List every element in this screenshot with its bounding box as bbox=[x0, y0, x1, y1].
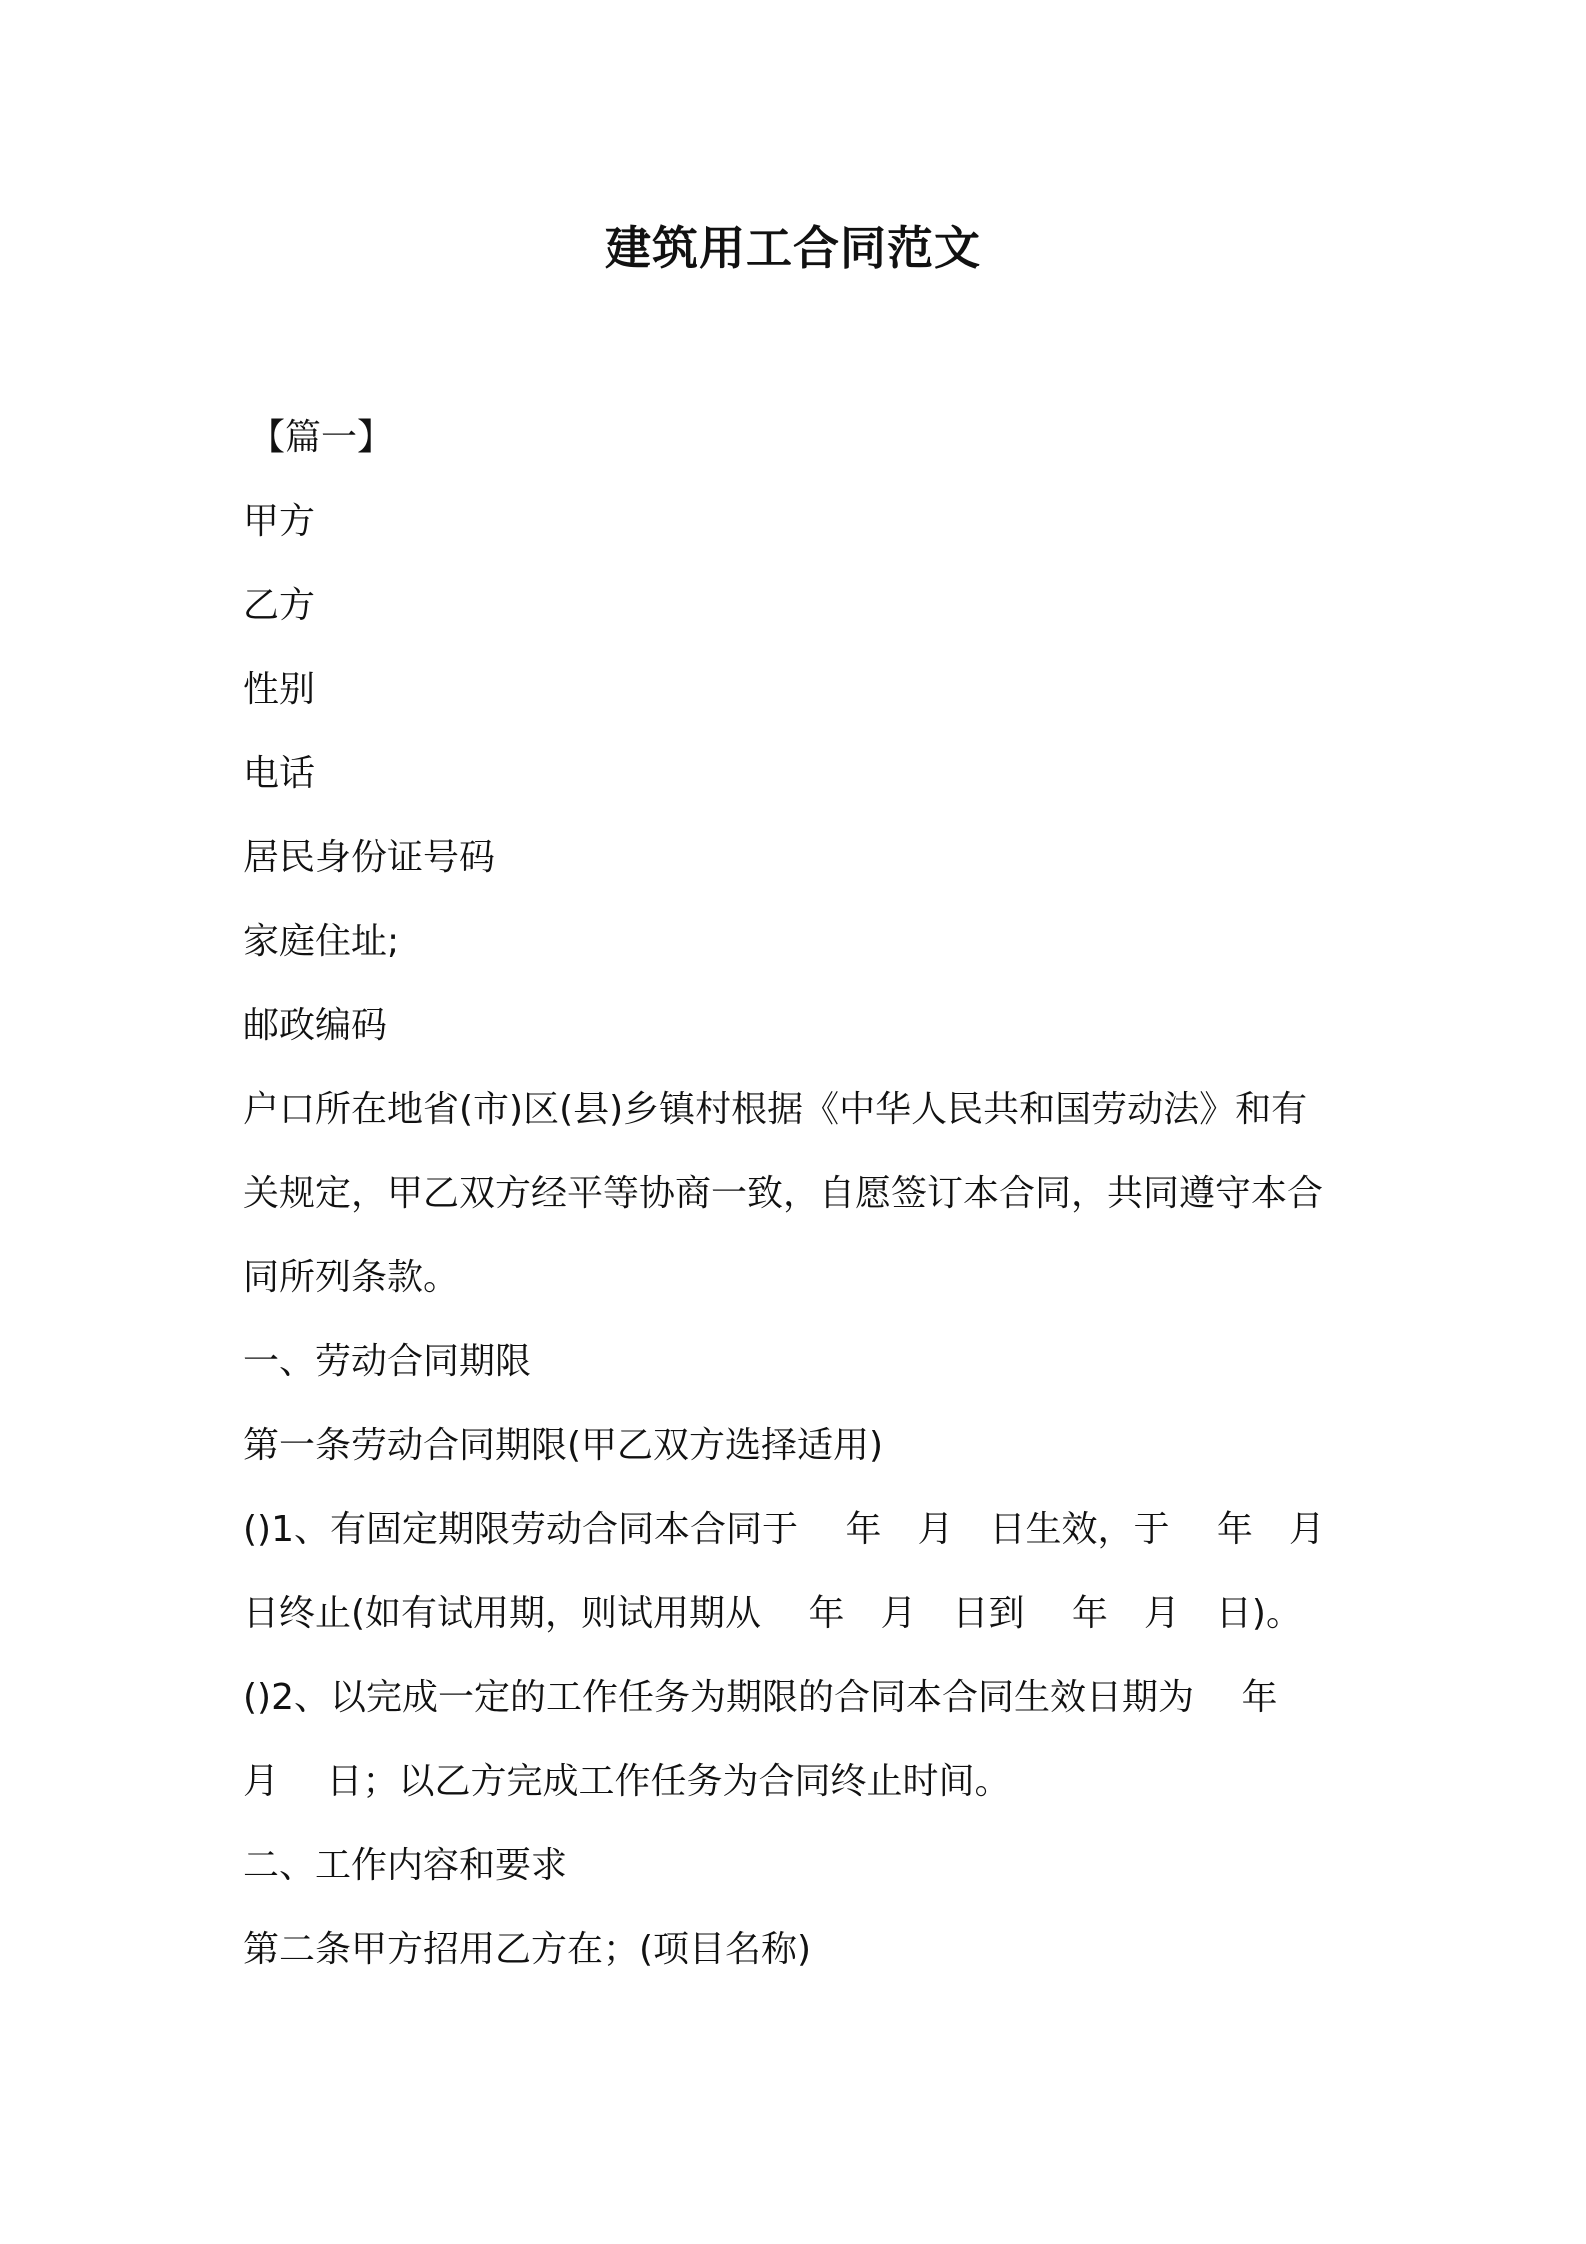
text-line: 甲方 bbox=[243, 501, 316, 542]
text-line: 居民身份证号码 bbox=[243, 837, 496, 878]
text-line: 关规定，甲乙双方经平等协商一致，自愿签订本合同，共同遵守本合 bbox=[243, 1173, 1324, 1214]
text-line: 第二条甲方招用乙方在；(项目名称) bbox=[243, 1929, 812, 1970]
text-line: 邮政编码 bbox=[243, 1005, 388, 1046]
text-line: ()1、有固定期限劳动合同本合同于 年 月 日生效，于 年 月 bbox=[243, 1509, 1325, 1550]
text-line: ()2、以完成一定的工作任务为期限的合同本合同生效日期为 年 bbox=[243, 1677, 1278, 1718]
text-line: 日终止(如有试用期，则试用期从 年 月 日到 年 月 日)。 bbox=[243, 1593, 1302, 1634]
text-line: 户口所在地省(市)区(县)乡镇村根据《中华人民共和国劳动法》和有 bbox=[243, 1089, 1308, 1130]
text-line: 电话 bbox=[243, 753, 316, 794]
text-line: 第一条劳动合同期限(甲乙双方选择适用) bbox=[243, 1425, 884, 1466]
text-line: 性别 bbox=[243, 669, 316, 710]
text-line: 月 日；以乙方完成工作任务为合同终止时间。 bbox=[243, 1761, 1011, 1802]
text-line: 乙方 bbox=[243, 585, 316, 626]
section-heading: 二、工作内容和要求 bbox=[243, 1845, 568, 1886]
text-line: 家庭住址; bbox=[243, 921, 400, 962]
section-label: 【篇一】 bbox=[249, 417, 394, 458]
section-heading: 一、劳动合同期限 bbox=[243, 1341, 532, 1382]
text-line: 同所列条款。 bbox=[243, 1257, 460, 1298]
document-title: 建筑用工合同范文 bbox=[605, 221, 981, 275]
